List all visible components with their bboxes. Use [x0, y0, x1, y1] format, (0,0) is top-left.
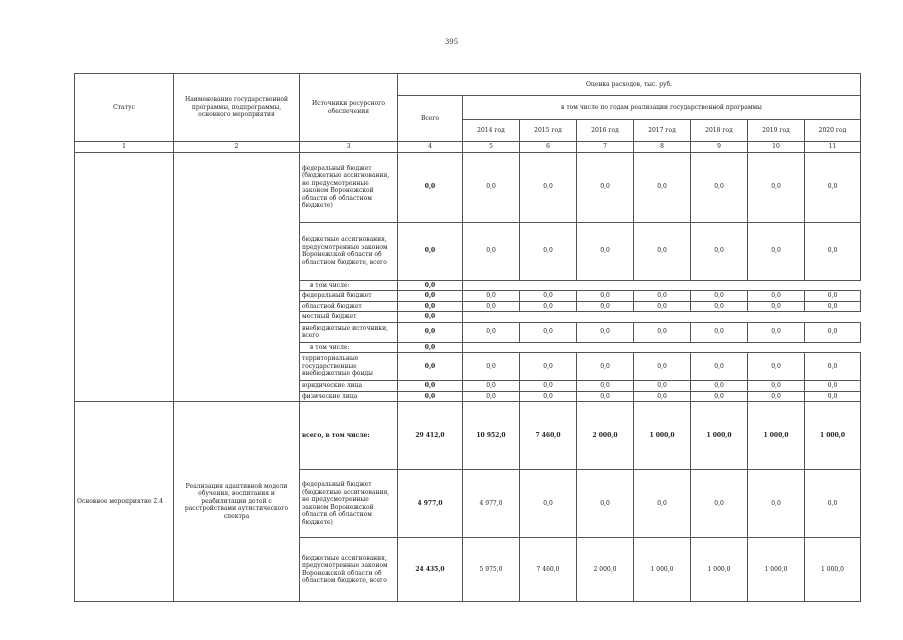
value-cell: 0,0: [463, 322, 520, 342]
header-total: Всего: [398, 96, 463, 142]
column-number: 10: [748, 142, 805, 153]
value-cell: 0,0: [520, 381, 577, 392]
empty-cell: [463, 280, 861, 291]
source-cell: всего, в том числе:: [300, 402, 398, 470]
value-cell: 24 435,0: [398, 538, 463, 602]
header-status: Статус: [75, 74, 174, 142]
value-cell: 0,0: [520, 353, 577, 381]
header-year: 2014 год: [463, 120, 520, 142]
value-cell: 0,0: [520, 222, 577, 280]
value-cell: 0,0: [577, 381, 634, 392]
column-number: 5: [463, 142, 520, 153]
value-cell: 0,0: [691, 152, 748, 222]
value-cell: 0,0: [748, 470, 805, 538]
value-cell: 0,0: [398, 301, 463, 312]
header-year: 2015 год: [520, 120, 577, 142]
value-cell: 0,0: [463, 353, 520, 381]
source-cell: в том числе:: [300, 342, 398, 353]
value-cell: 0,0: [748, 291, 805, 302]
status-cell: Основное мероприятие 2.4: [75, 402, 174, 602]
value-cell: 0,0: [577, 353, 634, 381]
empty-cell: [463, 312, 861, 323]
header-year: 2016 год: [577, 120, 634, 142]
value-cell: 0,0: [634, 381, 691, 392]
value-cell: 0,0: [577, 152, 634, 222]
column-number: 7: [577, 142, 634, 153]
value-cell: 0,0: [805, 353, 861, 381]
value-cell: 0,0: [577, 301, 634, 312]
table-row: [75, 152, 861, 222]
column-number: 1: [75, 142, 174, 153]
source-cell: в том числе:: [300, 280, 398, 291]
value-cell: 0,0: [520, 301, 577, 312]
source-cell: областной бюджет: [300, 301, 398, 312]
expenses-table: [74, 73, 861, 602]
value-cell: 0,0: [577, 470, 634, 538]
value-cell: 1 000,0: [634, 538, 691, 602]
value-cell: 0,0: [805, 291, 861, 302]
value-cell: 5 975,0: [463, 538, 520, 602]
value-cell: 0,0: [805, 391, 861, 402]
value-cell: 0,0: [691, 322, 748, 342]
value-cell: 0,0: [577, 391, 634, 402]
header-name: Наименование государственной программы, подпрограммы, основного мероприятия: [174, 74, 300, 142]
value-cell: 29 412,0: [398, 402, 463, 470]
source-cell: юридические лица: [300, 381, 398, 392]
value-cell: 0,0: [691, 291, 748, 302]
value-cell: 0,0: [398, 291, 463, 302]
value-cell: 4 977,0: [463, 470, 520, 538]
source-cell: физические лица: [300, 391, 398, 402]
value-cell: 0,0: [520, 152, 577, 222]
value-cell: 7 460,0: [520, 538, 577, 602]
value-cell: 1 000,0: [634, 402, 691, 470]
value-cell: 0,0: [398, 353, 463, 381]
source-cell: бюджетные ассигнования, предусмотренные законом Воронежской области об областном бюджете, всего: [300, 222, 398, 280]
value-cell: 0,0: [634, 291, 691, 302]
column-number: 8: [634, 142, 691, 153]
value-cell: 0,0: [748, 322, 805, 342]
value-cell: 0,0: [748, 222, 805, 280]
value-cell: 0,0: [577, 222, 634, 280]
name-cell: Реализация адаптивной модели обучения, воспитания и реабилитации детей с расстройствами аутистического спектра: [174, 402, 300, 602]
column-number: 6: [520, 142, 577, 153]
value-cell: 0,0: [398, 222, 463, 280]
value-cell: 0,0: [634, 322, 691, 342]
column-numbers-row: [75, 142, 861, 153]
value-cell: 0,0: [520, 291, 577, 302]
value-cell: 0,0: [691, 353, 748, 381]
value-cell: 0,0: [805, 222, 861, 280]
column-number: 11: [805, 142, 861, 153]
value-cell: 1 000,0: [805, 538, 861, 602]
value-cell: 0,0: [805, 470, 861, 538]
value-cell: 2 000,0: [577, 538, 634, 602]
value-cell: 1 000,0: [691, 538, 748, 602]
value-cell: 0,0: [463, 291, 520, 302]
value-cell: 0,0: [634, 353, 691, 381]
header-sources: Источники ресурсного обеспечения: [300, 74, 398, 142]
value-cell: 0,0: [398, 391, 463, 402]
value-cell: 0,0: [634, 470, 691, 538]
status-cell: [75, 152, 174, 402]
header-estimate: Оценка расходов, тыс. руб.: [398, 74, 861, 96]
block-2: [75, 402, 861, 602]
value-cell: 0,0: [463, 152, 520, 222]
column-number: 9: [691, 142, 748, 153]
value-cell: 0,0: [398, 322, 463, 342]
value-cell: 2 000,0: [577, 402, 634, 470]
value-cell: 0,0: [634, 391, 691, 402]
header-year: 2017 год: [634, 120, 691, 142]
source-cell: бюджетные ассигнования, предусмотренные законом Воронежской области об областном бюджете, всего: [300, 538, 398, 602]
value-cell: 4 977,0: [398, 470, 463, 538]
value-cell: 0,0: [398, 280, 463, 291]
value-cell: 0,0: [748, 381, 805, 392]
value-cell: 0,0: [398, 312, 463, 323]
header-year: 2019 год: [748, 120, 805, 142]
name-cell: [174, 152, 300, 402]
value-cell: 0,0: [805, 322, 861, 342]
value-cell: 0,0: [634, 152, 691, 222]
value-cell: 0,0: [748, 301, 805, 312]
page-number: 395: [444, 38, 459, 46]
value-cell: 0,0: [805, 152, 861, 222]
source-cell: внебюджетные источники, всего: [300, 322, 398, 342]
value-cell: 0,0: [748, 353, 805, 381]
value-cell: 0,0: [520, 391, 577, 402]
value-cell: 0,0: [463, 222, 520, 280]
value-cell: 0,0: [398, 342, 463, 353]
header-by-years: в том числе по годам реализации государственной программы: [463, 96, 861, 120]
value-cell: 10 952,0: [463, 402, 520, 470]
block-1: [75, 152, 861, 402]
value-cell: 0,0: [577, 291, 634, 302]
source-cell: федеральный бюджет (бюджетные ассигнования, не предусмотренные законом Воронежской области об областном бюджете): [300, 152, 398, 222]
column-number: 2: [174, 142, 300, 153]
header-year: 2020 год: [805, 120, 861, 142]
source-cell: территориальные государственные внебюджетные фонды: [300, 353, 398, 381]
value-cell: 1 000,0: [805, 402, 861, 470]
header-year: 2018 год: [691, 120, 748, 142]
source-cell: федеральный бюджет (бюджетные ассигнования, не предусмотренные законом Воронежской области об областном бюджете): [300, 470, 398, 538]
value-cell: 0,0: [748, 152, 805, 222]
value-cell: 0,0: [748, 391, 805, 402]
source-cell: федеральный бюджет: [300, 291, 398, 302]
value-cell: 0,0: [805, 381, 861, 392]
value-cell: 0,0: [463, 381, 520, 392]
value-cell: 0,0: [691, 301, 748, 312]
value-cell: 0,0: [691, 381, 748, 392]
value-cell: 0,0: [398, 152, 463, 222]
column-number: 4: [398, 142, 463, 153]
column-number: 3: [300, 142, 398, 153]
value-cell: 0,0: [691, 222, 748, 280]
value-cell: 0,0: [577, 322, 634, 342]
value-cell: 1 000,0: [748, 402, 805, 470]
value-cell: 0,0: [520, 322, 577, 342]
table-row: [75, 402, 861, 470]
value-cell: 0,0: [520, 470, 577, 538]
value-cell: 0,0: [398, 381, 463, 392]
value-cell: 1 000,0: [691, 402, 748, 470]
value-cell: 0,0: [691, 470, 748, 538]
value-cell: 0,0: [634, 301, 691, 312]
value-cell: 0,0: [634, 222, 691, 280]
value-cell: 0,0: [691, 391, 748, 402]
source-cell: местный бюджет: [300, 312, 398, 323]
value-cell: 0,0: [805, 301, 861, 312]
value-cell: 0,0: [463, 301, 520, 312]
value-cell: 1 000,0: [748, 538, 805, 602]
empty-cell: [463, 342, 861, 353]
value-cell: 7 460,0: [520, 402, 577, 470]
table-header: [75, 74, 861, 153]
value-cell: 0,0: [463, 391, 520, 402]
